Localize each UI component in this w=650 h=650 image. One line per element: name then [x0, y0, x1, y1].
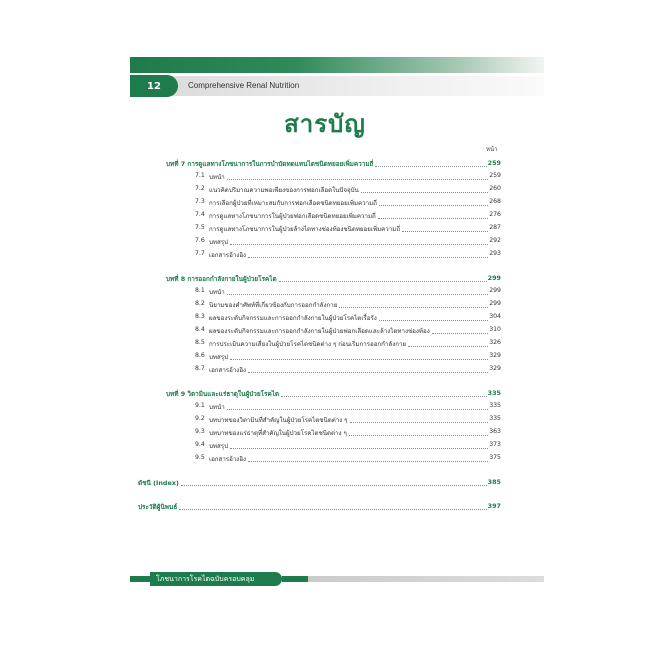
entry-title: เอกสารอ้างอิง: [208, 252, 247, 259]
entry-number: 7.5: [195, 224, 205, 231]
footer-band: [282, 576, 544, 582]
entry-title: แนวคิดปริมาณความพอเพียงของการฟอกเลือดในปัจจุบัน: [208, 187, 359, 194]
chapter-page: 335: [487, 389, 501, 397]
entry-number: 7.2: [195, 185, 205, 192]
entry-number: 9.4: [195, 441, 205, 448]
entry-number: 9.2: [195, 415, 205, 422]
footer-left-accent: [130, 576, 150, 582]
dot-leader: [350, 415, 489, 423]
entry-page: 375: [489, 454, 501, 461]
entry-page: 329: [489, 352, 501, 359]
author-entry[interactable]: [138, 502, 501, 512]
toc-entry[interactable]: [195, 415, 501, 425]
entry-number: 8.5: [195, 339, 205, 346]
entry-page: 373: [489, 441, 501, 448]
toc-entry[interactable]: [195, 352, 501, 362]
dot-leader: [279, 274, 487, 282]
entry-number: 7.4: [195, 211, 205, 218]
entry-title: บทบาทของแร่ธาตุที่สำคัญในผู้ป่วยโรคไตชนิดต่าง ๆ: [208, 430, 347, 437]
toc-entry[interactable]: [195, 198, 501, 208]
dot-leader: [230, 352, 488, 360]
entry-number: 8.3: [195, 313, 205, 320]
dot-leader: [402, 224, 488, 232]
chapter-label: บทที่ 7: [166, 160, 186, 168]
author-page: 397: [487, 502, 501, 510]
entry-page: 299: [489, 287, 501, 294]
entry-title: บทสรุป: [208, 354, 229, 361]
entry-title: บทนำ: [208, 404, 225, 411]
dot-leader: [432, 326, 488, 334]
chapter-8-heading[interactable]: [166, 274, 501, 284]
entry-title: เอกสารอ้างอิง: [208, 456, 247, 463]
entry-page: 326: [489, 339, 501, 346]
chapter-7-heading[interactable]: [166, 159, 501, 169]
toc-entry[interactable]: [195, 454, 501, 464]
chapter-title: การออกกำลังกายในผู้ป่วยโรคไต: [187, 275, 277, 283]
entry-number: 8.2: [195, 300, 205, 307]
dot-leader: [248, 250, 488, 258]
entry-title: ผลของระดับกิจกรรมและการออกกำลังกายในผู้ป่วยโรคไตเรื้อรัง: [208, 315, 377, 322]
dot-leader: [379, 198, 488, 206]
chapter-page: 259: [487, 159, 501, 167]
dot-leader: [227, 287, 489, 295]
top-decorative-band: [130, 57, 544, 73]
dot-leader: [375, 159, 486, 167]
entry-page: 335: [489, 415, 501, 422]
toc-entry[interactable]: [195, 339, 501, 349]
toc-entry[interactable]: [195, 365, 501, 375]
toc-entry[interactable]: [195, 300, 501, 310]
dot-leader: [379, 313, 488, 321]
entry-number: 7.1: [195, 172, 205, 179]
toc-entry[interactable]: [195, 237, 501, 247]
chapter-title: วิตามินและแร่ธาตุในผู้ป่วยโรคไต: [187, 390, 280, 398]
entry-number: 9.3: [195, 428, 205, 435]
toc-entry[interactable]: [195, 185, 501, 195]
entry-number: 7.3: [195, 198, 205, 205]
toc-entry[interactable]: [195, 326, 501, 336]
entry-number: 9.1: [195, 402, 205, 409]
toc-entry[interactable]: [195, 313, 501, 323]
entry-title: การประเมินความเสี่ยงในผู้ป่วยโรคไตชนิดต่าง ๆ ก่อนเริ่มการออกกำลังกาย: [208, 341, 407, 348]
entry-number: 8.4: [195, 326, 205, 333]
entry-title: การดูแลทางโภชนาการในผู้ป่วยฟอกเลือดชนิดทยอยเพิ่มความถี่: [208, 213, 376, 220]
entry-number: 7.6: [195, 237, 205, 244]
entry-number: 7.7: [195, 250, 205, 257]
chapter-page: 299: [487, 274, 501, 282]
index-page: 385: [487, 478, 501, 486]
entry-number: 8.1: [195, 287, 205, 294]
entry-page: 259: [489, 172, 501, 179]
running-header-title: Comprehensive Renal Nutrition: [188, 81, 300, 90]
page-number: 12: [147, 80, 161, 92]
toc-entry[interactable]: [195, 441, 501, 451]
dot-leader: [227, 402, 489, 410]
entry-page: 293: [489, 250, 501, 257]
dot-leader: [181, 478, 487, 486]
dot-leader: [230, 441, 488, 449]
entry-number: 9.5: [195, 454, 205, 461]
toc-entry[interactable]: [195, 250, 501, 260]
entry-page: 268: [489, 198, 501, 205]
entry-page: 363: [489, 428, 501, 435]
toc-title: สารบัญ: [284, 110, 366, 138]
chapter-label: บทที่ 9: [166, 390, 186, 398]
dot-leader: [281, 389, 487, 397]
dot-leader: [339, 300, 488, 308]
chapter-9-heading[interactable]: [166, 389, 501, 399]
dot-leader: [248, 365, 488, 373]
dot-leader: [227, 172, 489, 180]
entry-page: 335: [489, 402, 501, 409]
dot-leader: [179, 502, 486, 510]
entry-page: 299: [489, 300, 501, 307]
entry-page: 276: [489, 211, 501, 218]
entry-title: บทบาทของวิตามินที่สำคัญในผู้ป่วยโรคไตชนิดต่าง ๆ: [208, 417, 348, 424]
page-number-tab: [130, 75, 178, 97]
entry-title: บทสรุป: [208, 239, 229, 246]
chapter-label: บทที่ 8: [166, 275, 186, 283]
dot-leader: [230, 237, 488, 245]
entry-page: 310: [489, 326, 501, 333]
index-title: ดัชนี (Index): [138, 479, 179, 487]
entry-title: การเลือกผู้ป่วยที่เหมาะสมกับการฟอกเลือดชนิดทยอยเพิ่มความถี่: [208, 200, 377, 207]
entry-number: 8.6: [195, 352, 205, 359]
dot-leader: [361, 185, 488, 193]
footer-title-pill: [150, 572, 282, 586]
entry-page: 287: [489, 224, 501, 231]
entry-title: ผลของระดับกิจกรรมและการออกกำลังกายในผู้ป่วยฟอกเลือดและล้างไตทางช่องท้อง: [208, 328, 430, 335]
entry-page: 304: [489, 313, 501, 320]
author-title: ประวัติผู้นิพนธ์: [138, 503, 178, 511]
chapter-title: การดูแลทางโภชนาการในการบำบัดทดแทนไตชนิดทยอยเพิ่มความถี่: [187, 160, 374, 168]
dot-leader: [248, 454, 488, 462]
dot-leader: [349, 428, 488, 436]
entry-title: บทสรุป: [208, 443, 229, 450]
entry-title: บทนำ: [208, 289, 225, 296]
dot-leader: [408, 339, 488, 347]
toc-entry[interactable]: [195, 211, 501, 221]
entry-title: นิยามของคำศัพท์ที่เกี่ยวข้องกับการออกกำลังกาย: [208, 302, 338, 309]
index-entry[interactable]: [138, 478, 501, 488]
entry-page: 329: [489, 365, 501, 372]
toc-entry[interactable]: [195, 172, 501, 182]
toc-entry[interactable]: [195, 428, 501, 438]
entry-title: การดูแลทางโภชนาการในผู้ป่วยล้างไตทางช่องท้องชนิดทยอยเพิ่มความถี่: [208, 226, 401, 233]
entry-title: บทนำ: [208, 174, 225, 181]
footer-title: โภชนาการโรคไตฉบับครอบคลุม: [156, 574, 255, 583]
entry-page: 260: [489, 185, 501, 192]
dot-leader: [378, 211, 488, 219]
toc-entry[interactable]: [195, 287, 501, 297]
entry-number: 8.7: [195, 365, 205, 372]
footer-accent: [282, 576, 308, 582]
entry-title: เอกสารอ้างอิง: [208, 367, 247, 374]
entry-page: 292: [489, 237, 501, 244]
page-column-label: หน้า: [486, 146, 498, 153]
toc-entry[interactable]: [195, 402, 501, 412]
toc-entry[interactable]: [195, 224, 501, 234]
